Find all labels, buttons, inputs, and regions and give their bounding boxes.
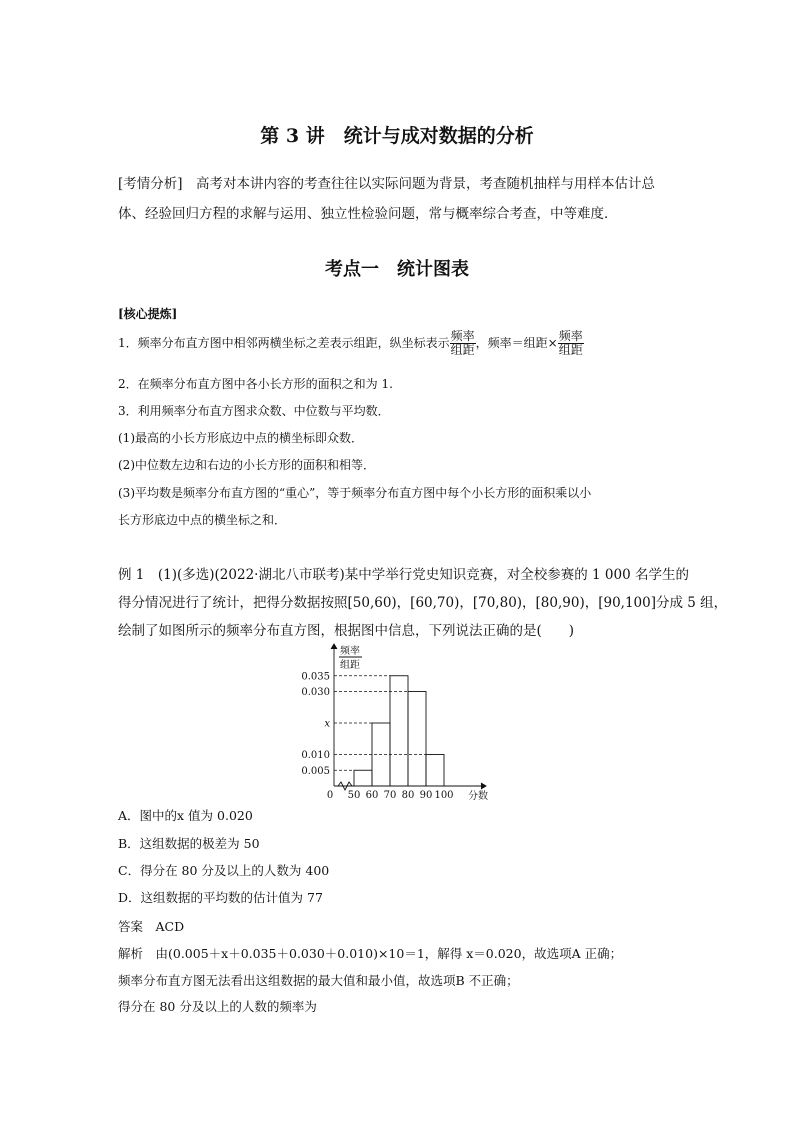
analysis-line-1: [考情分析] 高考对本讲内容的考查往往以实际问题为背景，考查随机抽样与用样本估计总 — [118, 176, 656, 192]
example-line-3: 绘制了如图所示的频率分布直方图，根据图中信息，下列说法正确的是( ) — [118, 623, 575, 639]
histogram-chart — [296, 638, 496, 800]
y-tick-label: x — [324, 718, 330, 730]
fraction-denominator-2: 组距 — [558, 343, 583, 358]
y-axis-label-denominator: 组距 — [340, 660, 360, 671]
solution-line-3: 得分在 80 分及以上的人数的频率为 — [118, 999, 317, 1014]
option-d: D．这组数据的平均数的估计值为 77 — [118, 890, 323, 905]
core-item-1-text-a: 1．频率分布直方图中相邻两横坐标之差表示组距，纵坐标表示 — [118, 336, 450, 351]
histogram-bar — [390, 676, 408, 786]
core-heading: [核心提炼] — [118, 307, 178, 321]
y-tick-label: 0.005 — [301, 765, 330, 777]
example-line-2: 得分情况进行了统计，把得分数据按照[50,60)，[60,70)，[70,80)，[80,90)，[90,100]分成 5 组， — [118, 595, 728, 611]
solution-line-2: 频率分布直方图无法看出这组数据的最大值和最小值，故选项B 不正确； — [118, 973, 519, 988]
x-tick-label: 100 — [434, 790, 454, 800]
core-item-3-3a: (3)平均数是频率分布直方图的“重心”，等于频率分布直方图中每个小长方形的面积乘以小 — [118, 486, 592, 500]
solution-line-1: 解析 由(0.005＋x＋0.035＋0.030＋0.010)×10＝1，解得 x＝0.020，故选项A 正确； — [118, 946, 623, 961]
core-item-1-text-b: ，频率＝组距× — [475, 336, 558, 351]
x-tick-label: 70 — [383, 790, 397, 800]
x-tick-label: 50 — [347, 790, 361, 800]
x-tick-label: 80 — [401, 790, 415, 800]
option-a: A．图中的x 值为 0.020 — [118, 808, 253, 823]
option-c: C．得分在 80 分及以上的人数为 400 — [118, 863, 330, 878]
page-title: 第 3 讲 统计与成对数据的分析 — [260, 125, 534, 147]
x-axis-arrow — [481, 783, 486, 789]
fraction-denominator: 组距 — [450, 343, 475, 358]
histogram-bar — [354, 770, 372, 786]
y-axis-arrow — [331, 644, 337, 649]
histogram-bar — [408, 692, 426, 787]
fraction-numerator-2: 频率 — [558, 329, 583, 343]
section-title: 考点一 统计图表 — [325, 259, 469, 280]
fraction-freq-over-width-2 — [558, 330, 584, 357]
histogram-bar — [426, 755, 444, 787]
option-b: B．这组数据的极差为 50 — [118, 836, 260, 851]
y-axis-label-numerator: 频率 — [340, 646, 360, 657]
fraction-numerator: 频率 — [450, 329, 475, 343]
y-tick-label: 0.030 — [301, 687, 330, 698]
x-tick-label: 90 — [419, 790, 433, 800]
core-item-3-3b: 长方形底边中点的横坐标之和． — [118, 513, 287, 527]
origin-label: 0 — [326, 790, 334, 800]
y-tick-label: 0.035 — [301, 671, 330, 683]
x-tick-label: 60 — [365, 790, 379, 800]
fraction-freq-over-width — [450, 330, 476, 357]
core-item-2: 2．在频率分布直方图中各小长方形的面积之和为 1. — [118, 377, 393, 391]
example-line-1: 例 1 (1)(多选)(2022·湖北八市联考)某中学举行党史知识竞赛，对全校参赛的 1 000 名学生的 — [118, 567, 689, 583]
core-item-1 — [118, 330, 584, 357]
analysis-line-2: 体、经验回归方程的求解与运用、独立性检验问题，常与概率综合考查，中等难度． — [118, 206, 618, 222]
core-item-3-2: (2)中位数左边和右边的小长方形的面积和相等． — [118, 458, 375, 472]
y-tick-label: 0.010 — [301, 750, 330, 761]
x-axis-label: 分数 — [468, 791, 488, 800]
answer: 答案 ACD — [118, 919, 185, 934]
core-item-3: 3．利用频率分布直方图求众数、中位数与平均数． — [118, 404, 390, 418]
core-item-3-1: (1)最高的小长方形底边中点的横坐标即众数． — [118, 431, 363, 445]
